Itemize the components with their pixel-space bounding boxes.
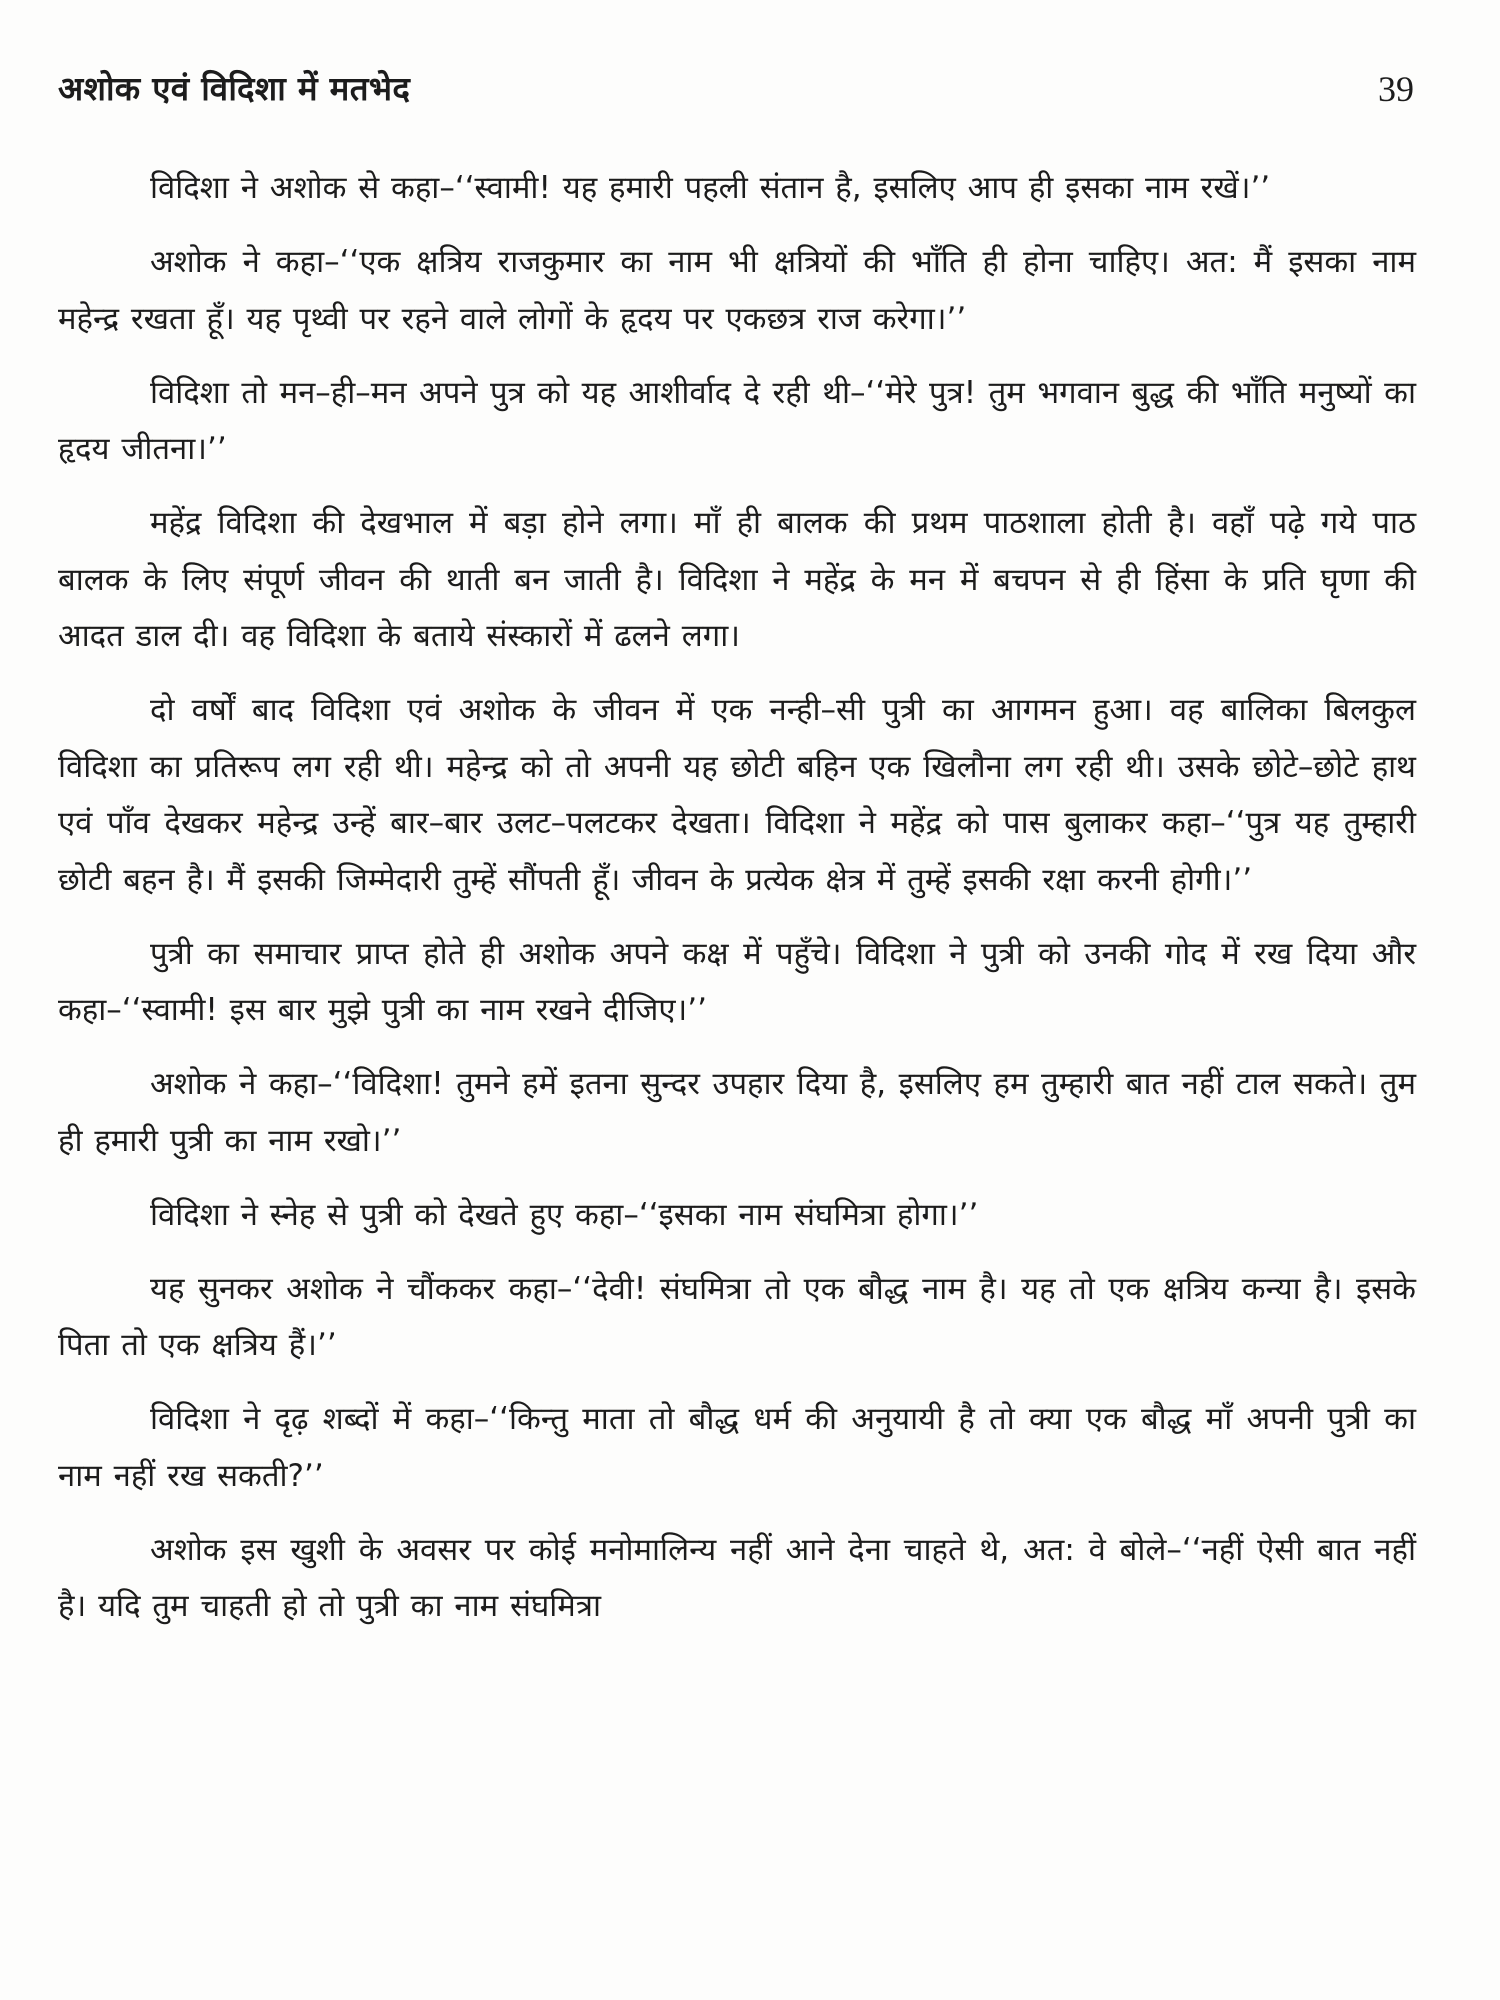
page-header [58,48,1416,110]
paragraph: अशोक ने कहा–‘‘विदिशा! तुमने हमें इतना सुन्दर उपहार दिया है, इसलिए हम तुम्हारी बात नहीं टाल सकते। तुम ही हमारी पुत्री का नाम रखो।’’ [58,1066,1416,1159]
paragraph: विदिशा ने स्नेह से पुत्री को देखते हुए कहा–‘‘इसका नाम संघमित्रा होगा।’’ [150,1196,979,1233]
paragraph: विदिशा तो मन–ही–मन अपने पुत्र को यह आशीर्वाद दे रही थी–‘‘मेरे पुत्र! तुम भगवान बुद्ध की भाँति मनुष्यों का हृदय जीतना।’’ [58,374,1416,467]
paragraph: अशोक ने कहा–‘‘एक क्षत्रिय राजकुमार का नाम भी क्षत्रियों की भाँति ही होना चाहिए। अत: मैं इसका नाम महेन्द्र रखता हूँ। यह पृथ्वी पर रहने वाले लोगों के हृदय पर एकछत्र राज करेगा।’’ [58,244,1416,337]
paragraph: दो वर्षों बाद विदिशा एवं अशोक के जीवन में एक नन्ही–सी पुत्री का आगमन हुआ। वह बालिका बिलकुल विदिशा का प्रतिरूप लग रही थी। महेन्द्र को तो अपनी यह छोटी बहिन एक खिलौना लग रही थी। उसके छोटे–छोटे हाथ एवं पाँव देखकर महेन्द्र उन्हें बार–बार उलट–पलटकर देखता। विदिशा ने महेंद्र को पास बुलाकर कहा–‘‘पुत्र यह तुम्हारी छोटी बहन है। मैं इसकी जिम्मेदारी तुम्हें सौंपती हूँ। जीवन के प्रत्येक क्षेत्र में तुम्हें इसकी रक्षा करनी होगी।’’ [58,692,1416,898]
paragraph: विदिशा ने अशोक से कहा–‘‘स्वामी! यह हमारी पहली संतान है, इसलिए आप ही इसका नाम रखें।’’ [150,170,1271,206]
body-text [58,160,1416,1635]
running-title: अशोक एवं विदिशा में मतभेद [58,69,411,108]
paragraph: विदिशा ने दृढ़ शब्दों में कहा–‘‘किन्तु माता तो बौद्ध धर्म की अनुयायी है तो क्या एक बौद्ध माँ अपनी पुत्री का नाम नहीं रख सकती?’’ [58,1401,1416,1494]
paragraph: पुत्री का समाचार प्राप्त होते ही अशोक अपने कक्ष में पहुँचे। विदिशा ने पुत्री को उनकी गोद में रख दिया और कहा–‘‘स्वामी! इस बार मुझे पुत्री का नाम रखने दीजिए।’’ [58,935,1416,1028]
paragraph: महेंद्र विदिशा की देखभाल में बड़ा होने लगा। माँ ही बालक की प्रथम पाठशाला होती है। वहाँ पढ़े गये पाठ बालक के लिए संपूर्ण जीवन की थाती बन जाती है। विदिशा ने महेंद्र के मन में बचपन से ही हिंसा के प्रति घृणा की आदत डाल दी। वह विदिशा के बताये संस्कारों में ढलने लगा। [58,505,1416,654]
page-number: 39 [1378,69,1414,109]
paragraph: अशोक इस खुशी के अवसर पर कोई मनोमालिन्य नहीं आने देना चाहते थे, अत: वे बोले–‘‘नहीं ऐसी बात नहीं है। यदि तुम चाहती हो तो पुत्री का नाम संघमित्रा [58,1531,1416,1624]
paragraph: यह सुनकर अशोक ने चौंककर कहा–‘‘देवी! संघमित्रा तो एक बौद्ध नाम है। यह तो एक क्षत्रिय कन्या है। इसके पिता तो एक क्षत्रिय हैं।’’ [58,1270,1416,1363]
